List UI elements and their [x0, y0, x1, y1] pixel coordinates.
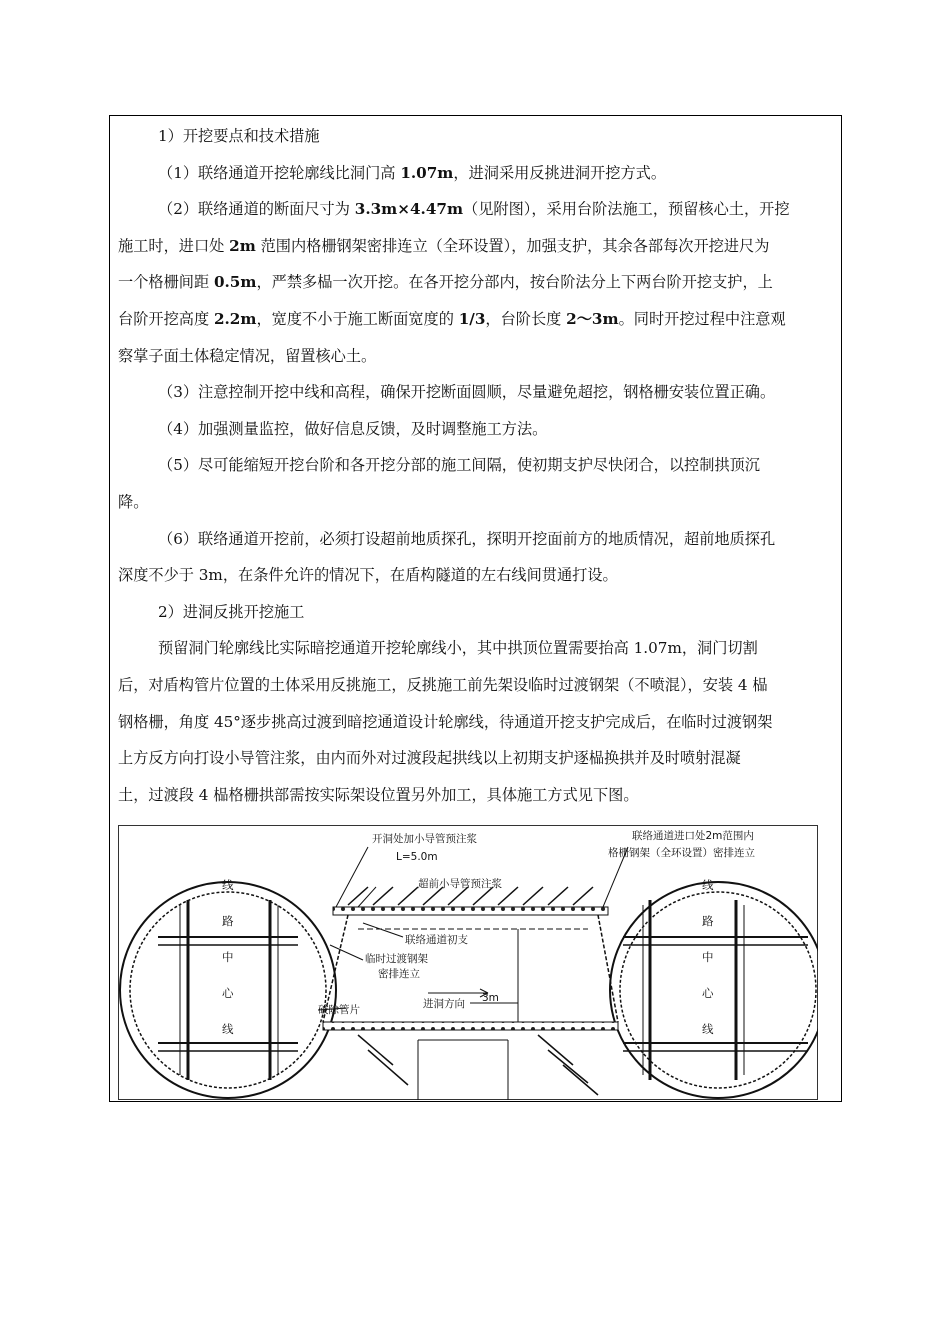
label-branch: 联络通道初支: [405, 934, 468, 946]
svg-text:心: 心: [702, 986, 714, 1000]
label-entrance-1: 联络通道进口处2m范围内: [632, 830, 754, 842]
paragraph-3: （3）注意控制开挖中线和高程，确保开挖断面圆顺，尽量避免超挖，钢格栅安装位置正确。: [158, 383, 776, 402]
svg-text:线: 线: [702, 878, 714, 892]
label-dim: 3m: [482, 992, 499, 1004]
construction-diagram: [118, 825, 818, 1100]
svg-text:路: 路: [222, 914, 234, 928]
section-1-heading: 1）开挖要点和技术措施: [158, 127, 320, 145]
label-remove: 破除管片: [318, 1004, 360, 1016]
paragraph-1: （1）联络通道开挖轮廓线比洞门高 1.07m，进洞采用反挑进洞开挖方式。: [158, 163, 666, 182]
paragraph-6-line-1: （6）联络通道开挖前，必须打设超前地质探孔，探明开挖面前方的地质情况，超前地质探孔: [158, 529, 776, 548]
label-length: L=5.0m: [396, 851, 438, 863]
paragraph-2-line-4: 台阶开挖高度 2.2m，宽度不小于施工断面宽度的 1/3，台阶长度 2～3m。同时开挖过程中注意观: [118, 309, 786, 328]
label-temp-2: 密排连立: [378, 968, 420, 980]
svg-text:路: 路: [702, 914, 714, 928]
paragraph-2-line-5: 察掌子面土体稳定情况，留置核心土。: [118, 346, 377, 365]
paragraph-2-line-1: （2）联络通道的断面尺寸为 3.3m×4.47m（见附图），采用台阶法施工，预留核心土，开挖: [158, 200, 790, 219]
svg-text:线: 线: [222, 1022, 234, 1036]
svg-text:心: 心: [222, 986, 234, 1000]
label-grout: 开洞处加小导管预注浆: [372, 833, 477, 845]
svg-text:中: 中: [702, 950, 714, 964]
paragraph-4: （4）加强测量监控，做好信息反馈，及时调整施工方法。: [158, 419, 548, 438]
label-advance-grout: 超前小导管预注浆: [418, 878, 502, 890]
svg-text:线: 线: [702, 1022, 714, 1036]
section-2-line-3: 钢格栅，角度 45°逐步挑高过渡到暗挖通道设计轮廓线，待通道开挖支护完成后，在临时过渡钢架: [118, 712, 773, 731]
paragraph-6-line-2: 深度不少于 3m，在条件允许的情况下，在盾构隧道的左右线间贯通打设。: [118, 566, 618, 585]
section-2-line-2: 后，对盾构管片位置的土体采用反挑施工，反挑施工前先架设临时过渡钢架（不喷混），安装 4 榀: [118, 675, 768, 694]
svg-text:中: 中: [222, 950, 234, 964]
svg-text:线: 线: [222, 878, 234, 892]
paragraph-2-line-2: 施工时，进口处 2m 范围内格栅钢架密排连立（全环设置），加强支护，其余各部每次开挖进尺为: [118, 236, 770, 255]
section-2-line-4: 上方反方向打设小导管注浆，由内而外对过渡段起拱线以上初期支护逐榀换拱并及时喷射混凝: [118, 749, 741, 768]
section-2-heading: 2）进洞反挑开挖施工: [158, 602, 305, 621]
label-temp-1: 临时过渡钢架: [365, 953, 428, 965]
section-2-line-5: 土，过渡段 4 榀格栅拱部需按实际架设位置另外加工，具体施工方式见下图。: [118, 785, 639, 804]
paragraph-5-line-1: （5）尽可能缩短开挖台阶和各开挖分部的施工间隔，使初期支护尽快闭合，以控制拱顶沉: [158, 456, 760, 475]
label-direction: 进洞方向: [423, 998, 465, 1010]
section-2-line-1: 预留洞门轮廓线比实际暗挖通道开挖轮廓线小，其中拱顶位置需要抬高 1.07m，洞门切割: [158, 639, 758, 658]
paragraph-2-line-3: 一个格栅间距 0.5m，严禁多榀一次开挖。在各开挖分部内，按台阶法分上下两台阶开挖支护，上: [118, 273, 773, 292]
diagram-svg: [118, 825, 818, 1100]
paragraph-5-line-2: 降。: [118, 492, 149, 511]
label-entrance-2: 格栅钢架（全环设置）密排连立: [608, 847, 755, 859]
document-body: [118, 118, 834, 813]
